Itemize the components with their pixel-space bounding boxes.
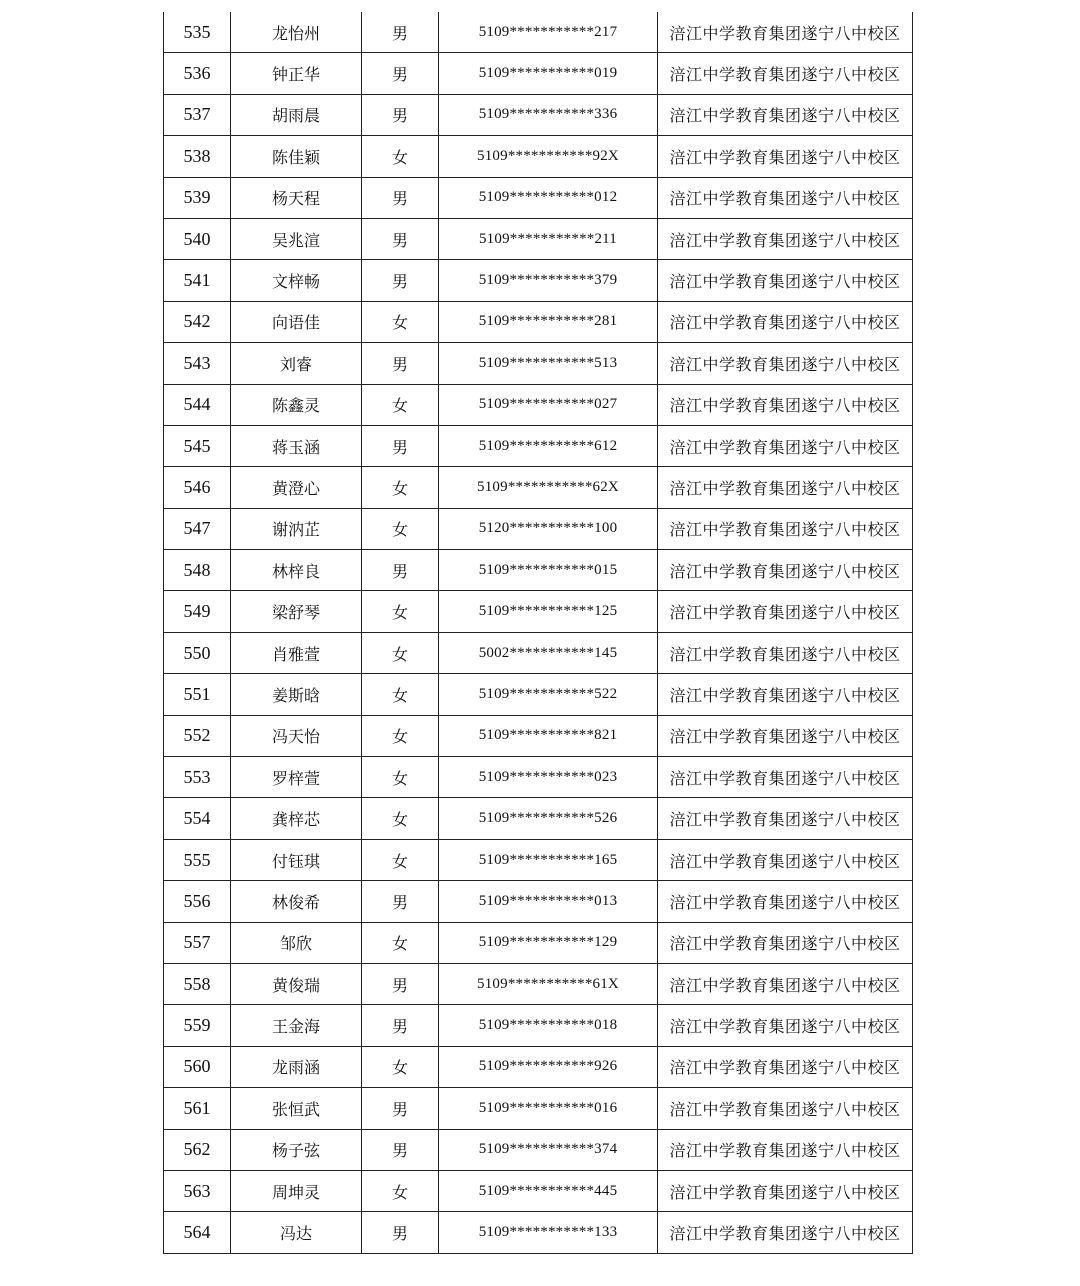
gender-cell: 女 [362, 757, 439, 798]
table-row [164, 384, 913, 425]
table-row [164, 1088, 913, 1129]
row-number-cell: 546 [164, 467, 231, 508]
school-cell: 涪江中学教育集团遂宁八中校区 [658, 12, 913, 53]
id-number-cell: 5109***********217 [439, 12, 658, 53]
student-name-cell: 罗梓萱 [231, 757, 362, 798]
student-name-cell: 龙怡州 [231, 12, 362, 53]
row-number-cell: 551 [164, 674, 231, 715]
id-number-cell: 5109***********211 [439, 218, 658, 259]
table-row [164, 301, 913, 342]
id-number-cell: 5109***********62X [439, 467, 658, 508]
student-name-cell: 林梓良 [231, 550, 362, 591]
school-cell: 涪江中学教育集团遂宁八中校区 [658, 94, 913, 135]
roster-body [164, 12, 913, 1253]
id-number-cell: 5109***********016 [439, 1088, 658, 1129]
gender-cell: 男 [362, 1088, 439, 1129]
school-cell: 涪江中学教育集团遂宁八中校区 [658, 963, 913, 1004]
table-row [164, 591, 913, 632]
school-cell: 涪江中学教育集团遂宁八中校区 [658, 922, 913, 963]
school-cell: 涪江中学教育集团遂宁八中校区 [658, 136, 913, 177]
student-name-cell: 付钰琪 [231, 839, 362, 880]
table-row [164, 674, 913, 715]
roster-sheet [163, 12, 913, 1254]
row-number-cell: 559 [164, 1005, 231, 1046]
student-name-cell: 林俊希 [231, 881, 362, 922]
id-number-cell: 5109***********445 [439, 1170, 658, 1211]
gender-cell: 男 [362, 1129, 439, 1170]
table-row [164, 881, 913, 922]
gender-cell: 女 [362, 632, 439, 673]
row-number-cell: 555 [164, 839, 231, 880]
student-name-cell: 冯达 [231, 1212, 362, 1253]
row-number-cell: 552 [164, 715, 231, 756]
table-row [164, 12, 913, 53]
table-row [164, 53, 913, 94]
id-number-cell: 5109***********133 [439, 1212, 658, 1253]
student-name-cell: 钟正华 [231, 53, 362, 94]
student-name-cell: 梁舒琴 [231, 591, 362, 632]
school-cell: 涪江中学教育集团遂宁八中校区 [658, 260, 913, 301]
student-name-cell: 王金海 [231, 1005, 362, 1046]
student-name-cell: 陈鑫灵 [231, 384, 362, 425]
id-number-cell: 5109***********027 [439, 384, 658, 425]
row-number-cell: 563 [164, 1170, 231, 1211]
gender-cell: 男 [362, 218, 439, 259]
gender-cell: 女 [362, 467, 439, 508]
table-row [164, 757, 913, 798]
student-name-cell: 杨天程 [231, 177, 362, 218]
id-number-cell: 5109***********379 [439, 260, 658, 301]
gender-cell: 女 [362, 922, 439, 963]
id-number-cell: 5109***********018 [439, 1005, 658, 1046]
row-number-cell: 539 [164, 177, 231, 218]
student-name-cell: 杨子弦 [231, 1129, 362, 1170]
id-number-cell: 5109***********125 [439, 591, 658, 632]
gender-cell: 女 [362, 674, 439, 715]
id-number-cell: 5109***********165 [439, 839, 658, 880]
gender-cell: 男 [362, 53, 439, 94]
student-name-cell: 蒋玉涵 [231, 425, 362, 466]
gender-cell: 女 [362, 384, 439, 425]
school-cell: 涪江中学教育集团遂宁八中校区 [658, 1046, 913, 1087]
id-number-cell: 5109***********926 [439, 1046, 658, 1087]
table-row [164, 1212, 913, 1253]
table-row [164, 218, 913, 259]
table-row [164, 715, 913, 756]
table-row [164, 963, 913, 1004]
table-row [164, 632, 913, 673]
row-number-cell: 537 [164, 94, 231, 135]
student-name-cell: 冯天怡 [231, 715, 362, 756]
student-name-cell: 陈佳颖 [231, 136, 362, 177]
row-number-cell: 535 [164, 12, 231, 53]
student-name-cell: 黄澄心 [231, 467, 362, 508]
table-row [164, 94, 913, 135]
row-number-cell: 550 [164, 632, 231, 673]
gender-cell: 女 [362, 839, 439, 880]
table-row [164, 1046, 913, 1087]
id-number-cell: 5109***********019 [439, 53, 658, 94]
student-name-cell: 文梓畅 [231, 260, 362, 301]
gender-cell: 男 [362, 1212, 439, 1253]
gender-cell: 男 [362, 1005, 439, 1046]
row-number-cell: 545 [164, 425, 231, 466]
id-number-cell: 5109***********612 [439, 425, 658, 466]
row-number-cell: 544 [164, 384, 231, 425]
id-number-cell: 5109***********61X [439, 963, 658, 1004]
row-number-cell: 547 [164, 508, 231, 549]
student-name-cell: 肖雅萱 [231, 632, 362, 673]
student-name-cell: 邹欣 [231, 922, 362, 963]
school-cell: 涪江中学教育集团遂宁八中校区 [658, 674, 913, 715]
id-number-cell: 5109***********374 [439, 1129, 658, 1170]
school-cell: 涪江中学教育集团遂宁八中校区 [658, 177, 913, 218]
table-row [164, 136, 913, 177]
table-row [164, 508, 913, 549]
id-number-cell: 5109***********281 [439, 301, 658, 342]
school-cell: 涪江中学教育集团遂宁八中校区 [658, 508, 913, 549]
table-row [164, 467, 913, 508]
id-number-cell: 5109***********012 [439, 177, 658, 218]
row-number-cell: 554 [164, 798, 231, 839]
student-name-cell: 姜斯晗 [231, 674, 362, 715]
row-number-cell: 536 [164, 53, 231, 94]
school-cell: 涪江中学教育集团遂宁八中校区 [658, 467, 913, 508]
gender-cell: 男 [362, 94, 439, 135]
id-number-cell: 5109***********013 [439, 881, 658, 922]
id-number-cell: 5109***********015 [439, 550, 658, 591]
gender-cell: 男 [362, 550, 439, 591]
row-number-cell: 541 [164, 260, 231, 301]
row-number-cell: 560 [164, 1046, 231, 1087]
id-number-cell: 5109***********336 [439, 94, 658, 135]
school-cell: 涪江中学教育集团遂宁八中校区 [658, 881, 913, 922]
id-number-cell: 5002***********145 [439, 632, 658, 673]
school-cell: 涪江中学教育集团遂宁八中校区 [658, 798, 913, 839]
table-row [164, 177, 913, 218]
student-name-cell: 向语佳 [231, 301, 362, 342]
student-name-cell: 周坤灵 [231, 1170, 362, 1211]
table-row [164, 260, 913, 301]
row-number-cell: 557 [164, 922, 231, 963]
table-row [164, 1129, 913, 1170]
table-row [164, 1170, 913, 1211]
student-name-cell: 龙雨涵 [231, 1046, 362, 1087]
id-number-cell: 5109***********526 [439, 798, 658, 839]
gender-cell: 男 [362, 12, 439, 53]
school-cell: 涪江中学教育集团遂宁八中校区 [658, 218, 913, 259]
gender-cell: 女 [362, 136, 439, 177]
gender-cell: 女 [362, 798, 439, 839]
table-row [164, 425, 913, 466]
id-number-cell: 5109***********821 [439, 715, 658, 756]
table-row [164, 839, 913, 880]
gender-cell: 男 [362, 425, 439, 466]
gender-cell: 女 [362, 591, 439, 632]
student-name-cell: 谢汭芷 [231, 508, 362, 549]
school-cell: 涪江中学教育集团遂宁八中校区 [658, 53, 913, 94]
school-cell: 涪江中学教育集团遂宁八中校区 [658, 1129, 913, 1170]
table-row [164, 550, 913, 591]
gender-cell: 男 [362, 260, 439, 301]
table-row [164, 922, 913, 963]
student-name-cell: 吴兆渲 [231, 218, 362, 259]
row-number-cell: 562 [164, 1129, 231, 1170]
row-number-cell: 553 [164, 757, 231, 798]
id-number-cell: 5109***********522 [439, 674, 658, 715]
student-name-cell: 黄俊瑞 [231, 963, 362, 1004]
school-cell: 涪江中学教育集团遂宁八中校区 [658, 632, 913, 673]
gender-cell: 男 [362, 963, 439, 1004]
gender-cell: 女 [362, 1170, 439, 1211]
student-name-cell: 张恒武 [231, 1088, 362, 1129]
school-cell: 涪江中学教育集团遂宁八中校区 [658, 1212, 913, 1253]
student-name-cell: 龚梓芯 [231, 798, 362, 839]
table-row [164, 1005, 913, 1046]
school-cell: 涪江中学教育集团遂宁八中校区 [658, 839, 913, 880]
row-number-cell: 542 [164, 301, 231, 342]
school-cell: 涪江中学教育集团遂宁八中校区 [658, 343, 913, 384]
student-name-cell: 胡雨晨 [231, 94, 362, 135]
id-number-cell: 5109***********92X [439, 136, 658, 177]
school-cell: 涪江中学教育集团遂宁八中校区 [658, 1005, 913, 1046]
row-number-cell: 549 [164, 591, 231, 632]
row-number-cell: 564 [164, 1212, 231, 1253]
school-cell: 涪江中学教育集团遂宁八中校区 [658, 591, 913, 632]
school-cell: 涪江中学教育集团遂宁八中校区 [658, 425, 913, 466]
row-number-cell: 561 [164, 1088, 231, 1129]
id-number-cell: 5109***********023 [439, 757, 658, 798]
school-cell: 涪江中学教育集团遂宁八中校区 [658, 757, 913, 798]
student-name-cell: 刘睿 [231, 343, 362, 384]
row-number-cell: 558 [164, 963, 231, 1004]
roster-table [163, 12, 913, 1254]
school-cell: 涪江中学教育集团遂宁八中校区 [658, 301, 913, 342]
gender-cell: 女 [362, 508, 439, 549]
row-number-cell: 538 [164, 136, 231, 177]
gender-cell: 女 [362, 1046, 439, 1087]
row-number-cell: 543 [164, 343, 231, 384]
table-row [164, 343, 913, 384]
id-number-cell: 5120***********100 [439, 508, 658, 549]
school-cell: 涪江中学教育集团遂宁八中校区 [658, 384, 913, 425]
school-cell: 涪江中学教育集团遂宁八中校区 [658, 1170, 913, 1211]
row-number-cell: 540 [164, 218, 231, 259]
school-cell: 涪江中学教育集团遂宁八中校区 [658, 1088, 913, 1129]
id-number-cell: 5109***********129 [439, 922, 658, 963]
row-number-cell: 556 [164, 881, 231, 922]
gender-cell: 女 [362, 301, 439, 342]
school-cell: 涪江中学教育集团遂宁八中校区 [658, 715, 913, 756]
gender-cell: 女 [362, 715, 439, 756]
school-cell: 涪江中学教育集团遂宁八中校区 [658, 550, 913, 591]
gender-cell: 男 [362, 343, 439, 384]
gender-cell: 男 [362, 881, 439, 922]
gender-cell: 男 [362, 177, 439, 218]
table-row [164, 798, 913, 839]
id-number-cell: 5109***********513 [439, 343, 658, 384]
row-number-cell: 548 [164, 550, 231, 591]
